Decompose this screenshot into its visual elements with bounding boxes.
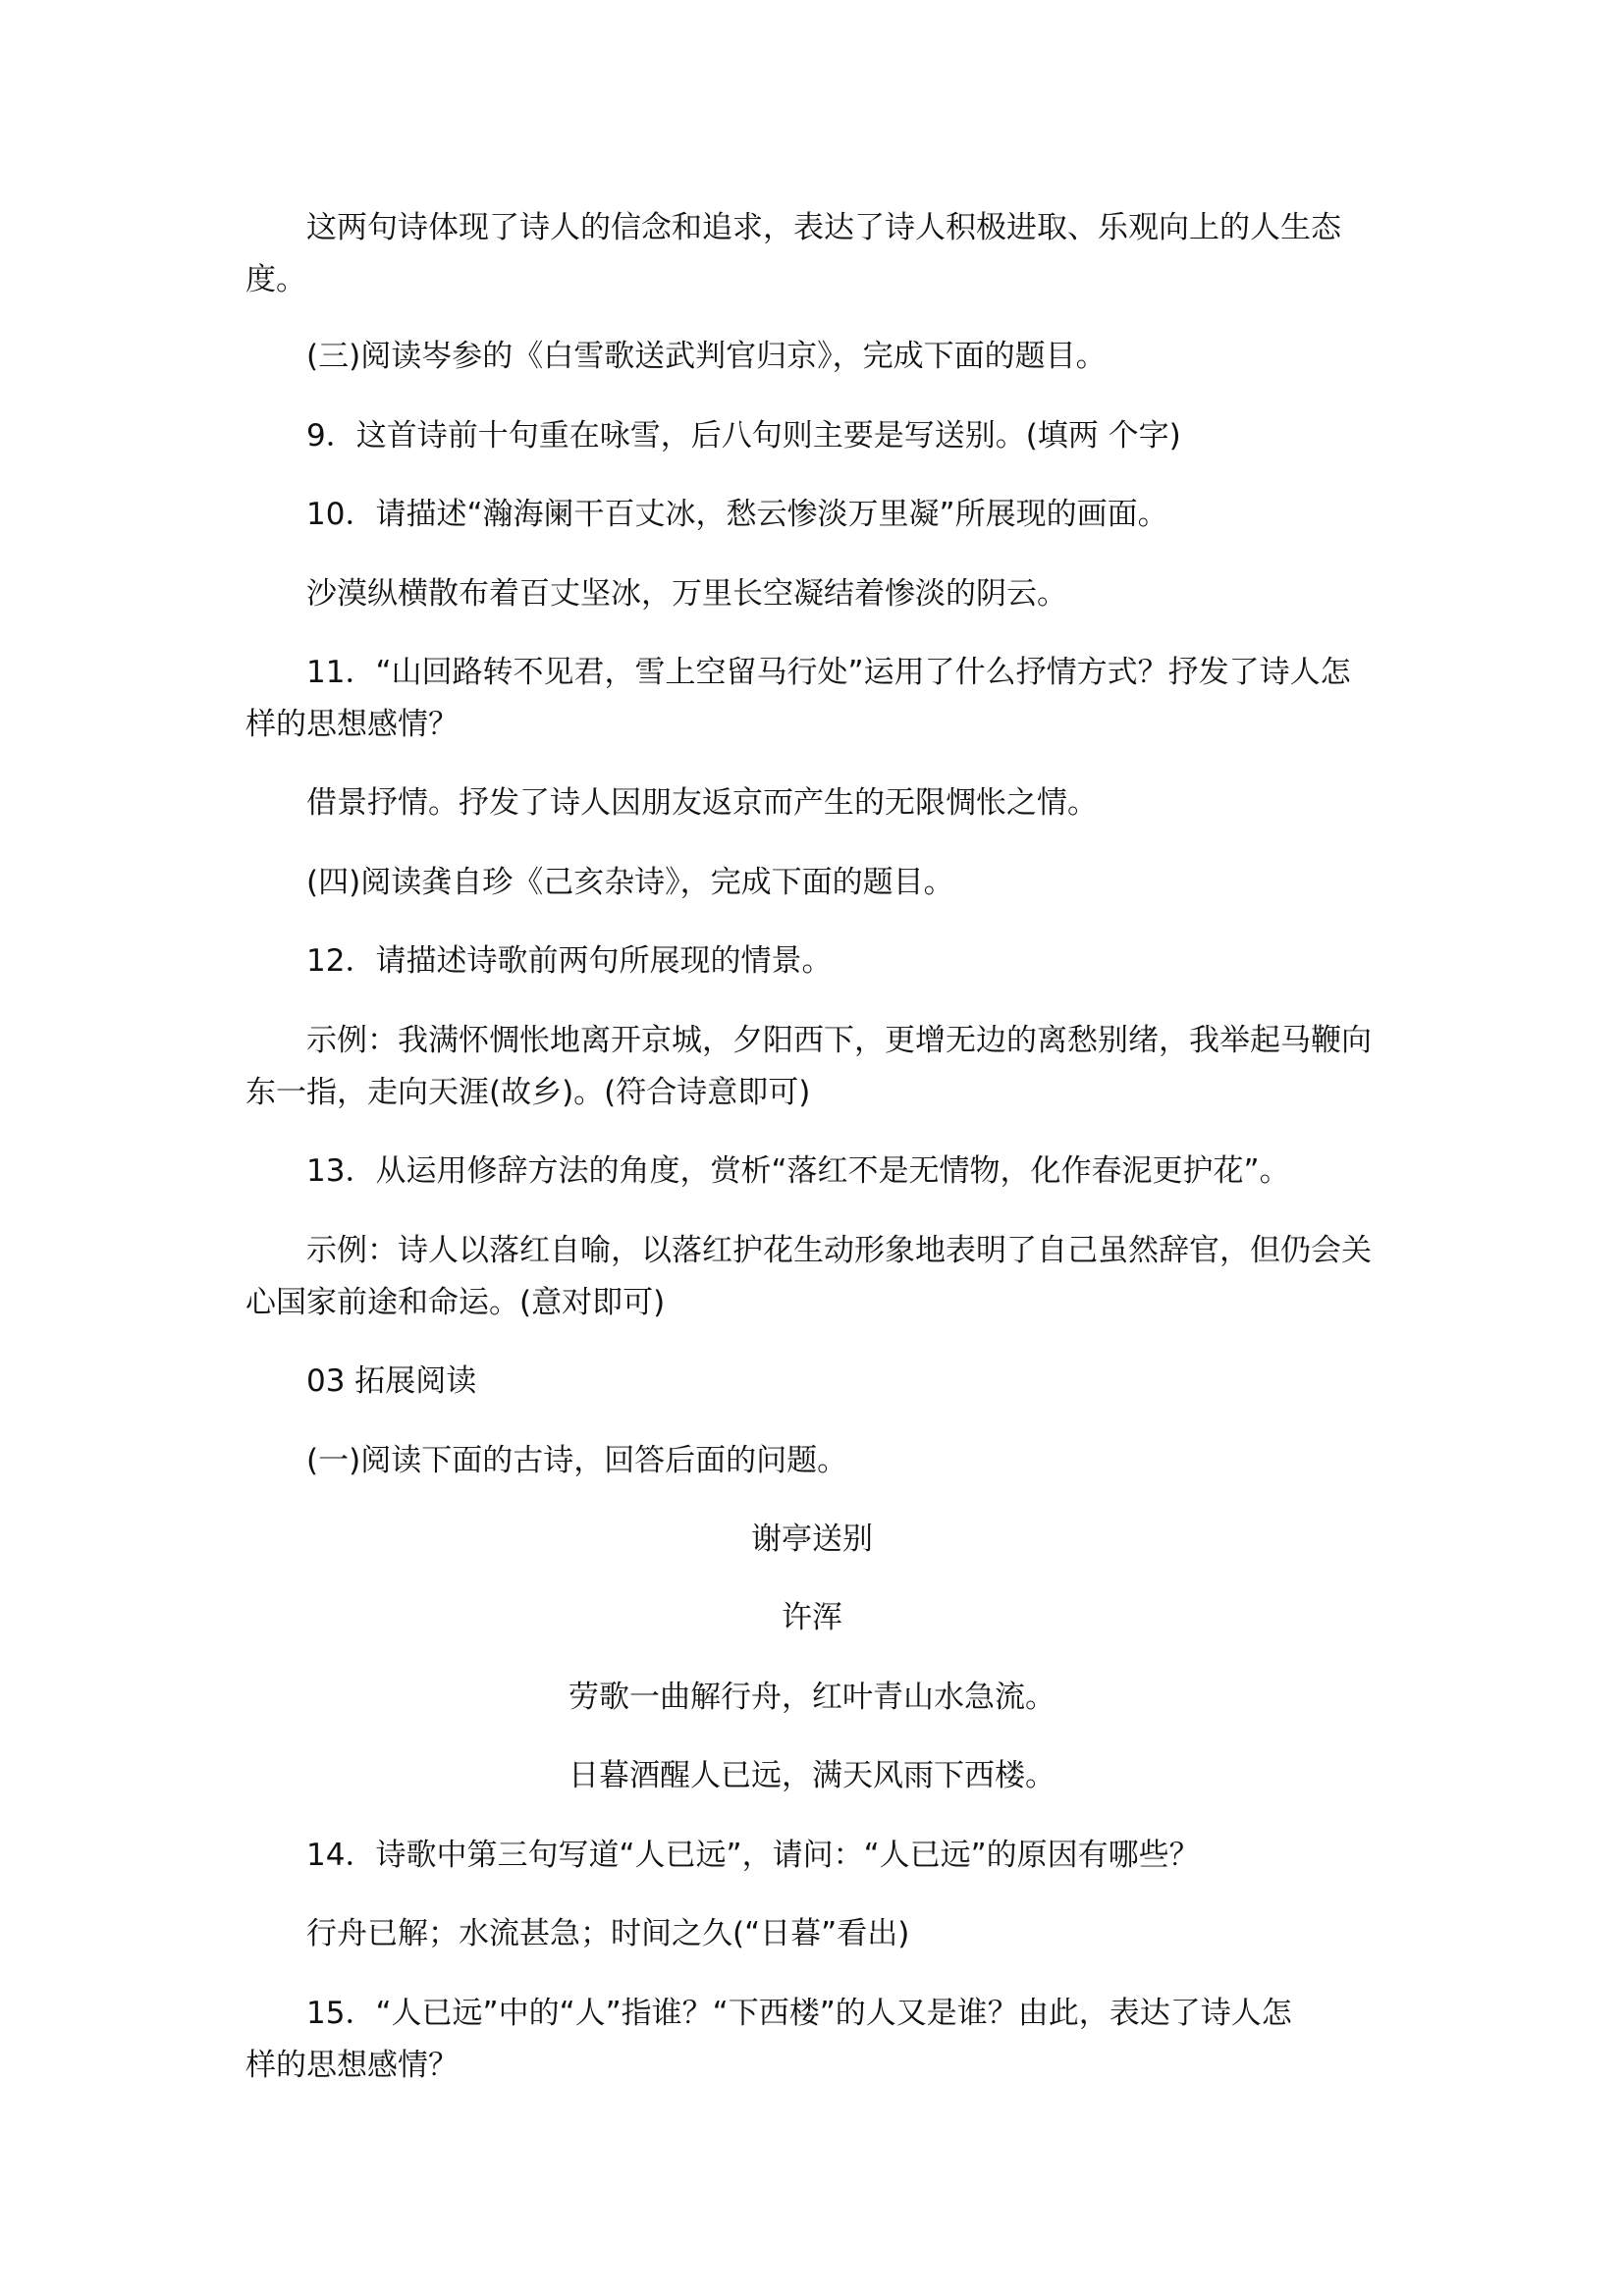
question-12: 12．请描述诗歌前两句所展现的情景。 <box>306 943 833 979</box>
answer-14: 行舟已解；水流甚急；时间之久(“日暮”看出) <box>306 1916 910 1951</box>
answer-12: 示例：我满怀惆怅地离开京城，夕阳西下，更增无边的离愁别绪，我举起马鞭向 <box>306 1023 1372 1058</box>
answer-text: 这两句诗体现了诗人的信念和追求，表达了诗人积极进取、乐观向上的人生态 <box>306 210 1341 245</box>
question-14: 14．诗歌中第三句写道“人已远”，请问：“人已远”的原因有哪些？ <box>306 1838 1200 1873</box>
question-15: 15．“人已远”中的“人”指谁？“下西楼”的人又是谁？由此，表达了诗人怎 <box>306 1996 1292 2031</box>
answer-10: 沙漠纵横散布着百丈坚冰，万里长空凝结着惨淡的阴云。 <box>306 576 1067 612</box>
answer-11: 借景抒情。抒发了诗人因朋友返京而产生的无限惆怅之情。 <box>306 785 1098 821</box>
question-11: 11．“山回路转不见君，雪上空留马行处”运用了什么抒情方式？抒发了诗人怎 <box>306 655 1351 690</box>
section-heading: (一)阅读下面的古诗，回答后面的问题。 <box>306 1443 848 1478</box>
chapter-heading: 03 拓展阅读 <box>306 1363 477 1399</box>
poem-line: 劳歌一曲解行舟，红叶青山水急流。 <box>568 1680 1056 1715</box>
poem-title: 谢亭送别 <box>751 1522 873 1557</box>
question-15-continued: 样的思想感情？ <box>245 2048 459 2083</box>
section-heading: (三)阅读岑参的《白雪歌送武判官归京》，完成下面的题目。 <box>306 339 1107 374</box>
answer-12-continued: 东一指，走向天涯(故乡)。(符合诗意即可) <box>245 1075 811 1110</box>
question-11-continued: 样的思想感情？ <box>245 707 459 742</box>
answer-13-continued: 心国家前途和命运。(意对即可) <box>245 1285 666 1320</box>
question-13: 13．从运用修辞方法的角度，赏析“落红不是无情物，化作春泥更护花”。 <box>306 1153 1290 1189</box>
answer-text-continued: 度。 <box>245 262 306 297</box>
question-10: 10．请描述“瀚海阑干百丈冰，愁云惨淡万里凝”所展现的画面。 <box>306 497 1168 532</box>
section-heading: (四)阅读龚自珍《己亥杂诗》，完成下面的题目。 <box>306 865 954 900</box>
question-9: 9．这首诗前十句重在咏雪，后八句则主要是写送别。(填两 个字) <box>306 418 1181 454</box>
poem-line: 日暮酒醒人已远，满天风雨下西楼。 <box>568 1758 1056 1793</box>
answer-13: 示例：诗人以落红自喻，以落红护花生动形象地表明了自己虽然辞官，但仍会关 <box>306 1233 1372 1268</box>
poem-author: 许浑 <box>782 1600 842 1635</box>
